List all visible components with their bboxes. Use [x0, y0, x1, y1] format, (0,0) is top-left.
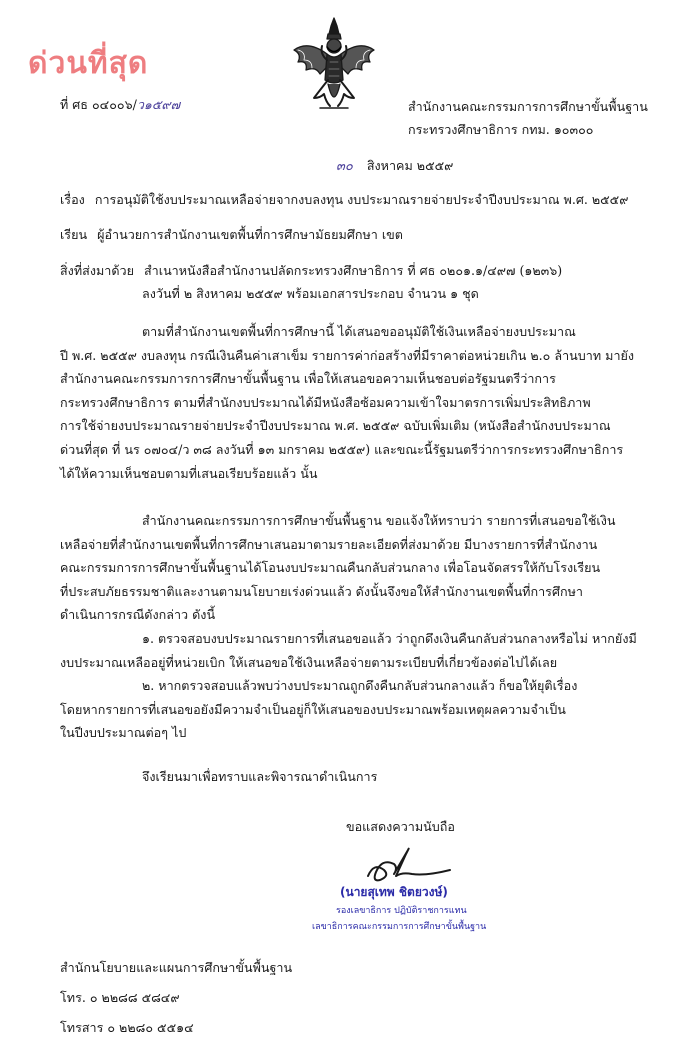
reference-number	[60, 96, 180, 114]
paragraph-notice	[60, 509, 615, 627]
signatory-name: (นายสุเทพ ชิตยวงษ์)	[340, 885, 448, 899]
salutation: ขอแสดงความนับถือ	[346, 819, 455, 834]
urgency-stamp: ด่วนที่สุด	[28, 46, 149, 81]
agency-name: สำนักงานคณะกรรมการการศึกษาขั้นพื้นฐาน	[408, 99, 648, 114]
enclosure-text-2: ลงวันที่ ๒ สิงหาคม ๒๕๕๙ พร้อมเอกสารประกอบ จำนวน ๑ ชุด	[142, 286, 479, 301]
paragraph-line: สำนักงานคณะกรรมการการศึกษาขั้นพื้นฐาน เพื่อให้เสนอขอความเห็นชอบต่อรัฐมนตรีว่าการ	[60, 371, 556, 387]
subject-line	[60, 191, 628, 209]
paragraph-line: ดำเนินการกรณีดังกล่าว ดังนี้	[60, 607, 216, 623]
date-month-year: สิงหาคม ๒๕๕๙	[366, 158, 454, 173]
paragraph-background	[60, 320, 634, 485]
closing-line: จึงเรียนมาเพื่อทราบและพิจารณาดำเนินการ	[142, 769, 378, 784]
signatory-position-2: เลขาธิการคณะกรรมการการศึกษาขั้นพื้นฐาน	[312, 922, 487, 932]
footer-fax: โทรสาร ๐ ๒๒๘๐ ๕๕๑๔	[60, 1020, 194, 1035]
action-item-2	[60, 674, 577, 745]
paragraph-line: กระทรวงศึกษาธิการ ตามที่สำนักงบประมาณได้มีหนังสือซ้อมความเข้าใจมาตรการเพิ่มประสิทธิภาพ	[60, 394, 591, 410]
paragraph-line: การใช้จ่ายงบประมาณรายจ่ายประจำปีงบประมาณ พ.ศ. ๒๕๕๙ ฉบับเพิ่มเติม (หนังสือสำนักงบประมาณ	[60, 418, 611, 434]
recipient-text: ผู้อำนวยการสำนักงานเขตพื้นที่การศึกษามัธยมศึกษา เขต	[97, 227, 403, 242]
item-line: ๒. หากตรวจสอบแล้วพบว่างบประมาณถูกดึงคืนกลับส่วนกลางแล้ว ก็ขอให้ยุติเรื่อง	[142, 678, 578, 693]
enclosure-text-1: สำเนาหนังสือสำนักงานปลัดกระทรวงศึกษาธิการ ที่ ศธ ๐๒๐๑.๑/๔๙๗ (๑๒๓๖)	[144, 263, 563, 278]
paragraph-line: ที่ประสบภัยธรรมชาติและงานตามนโยบายเร่งด่วนแล้ว ดังนั้นจึงขอให้สำนักงานเขตพื้นที่การศึกษา	[60, 583, 583, 599]
reference-label: ที่ ศธ ๐๔๐๐๖/	[60, 97, 137, 112]
paragraph-line: เหลือจ่ายที่สำนักงานเขตพื้นที่การศึกษาเสนอมาตามรายละเอียดที่ส่งมาด้วย มีบางรายการที่สำนักงาน	[60, 536, 598, 552]
enclosure-line-1	[60, 262, 562, 280]
item-line: งบประมาณเหลืออยู่ที่หน่วยเบิก ให้เสนอขอใช้เงินเหลือจ่ายตามระเบียบที่เกี่ยวข้องต่อไปได้เลย	[60, 654, 558, 670]
document-date	[336, 157, 453, 176]
action-item-1	[60, 627, 637, 674]
paragraph-line: คณะกรรมการการศึกษาขั้นพื้นฐานได้โอนงบประมาณคืนกลับส่วนกลาง เพื่อโอนจัดสรรให้กับโรงเรียน	[60, 560, 601, 576]
subject-label: เรื่อง	[60, 192, 85, 207]
item-line: ในปีงบประมาณต่อๆ ไป	[60, 725, 187, 741]
paragraph-line: ปี พ.ศ. ๒๕๕๙ งบลงทุน กรณีเงินคืนค่าเสาเข็ม รายการค่าก่อสร้างที่มีราคาต่อหน่วยเกิน ๒.๐ ล้านบาท มายัง	[60, 347, 635, 363]
item-line: โดยหากรายการที่เสนอขอยังมีความจำเป็นอยู่ก็ให้เสนอของบประมาณพร้อมเหตุผลความจำเป็น	[60, 701, 566, 717]
item-line: ๑. ตรวจสอบงบประมาณรายการที่เสนอขอแล้ว ว่าถูกดึงเงินคืนกลับส่วนกลางหรือไม่ หากยังมี	[142, 631, 637, 646]
recipient-line	[60, 226, 403, 244]
reference-handwritten: ว๑๕๙๗	[136, 97, 181, 112]
footer-phone: โทร. ๐ ๒๒๘๘ ๕๘๔๙	[60, 990, 180, 1005]
agency-address: กระทรวงศึกษาธิการ กทม. ๑๐๓๐๐	[408, 122, 594, 137]
footer-office: สำนักนโยบายและแผนการศึกษาขั้นพื้นฐาน	[60, 960, 293, 975]
signatory-position-1: รองเลขาธิการ ปฏิบัติราชการแทน	[336, 906, 467, 916]
paragraph-line: ด่วนที่สุด ที่ นร ๐๗๐๔/ว ๓๘ ลงวันที่ ๑๓ มกราคม ๒๕๕๙) และขณะนี้รัฐมนตรีว่าการกระทรวงศึกษาธิการ	[60, 441, 624, 457]
subject-text: การอนุมัติใช้งบประมาณเหลือจ่ายจากงบลงทุน งบประมาณรายจ่ายประจำปีงบประมาณ พ.ศ. ๒๕๕๙	[94, 192, 629, 207]
paragraph-line: สำนักงานคณะกรรมการการศึกษาขั้นพื้นฐาน ขอแจ้งให้ทราบว่า รายการที่เสนอขอใช้เงิน	[142, 513, 616, 528]
date-day-handwritten: ๓๐	[336, 159, 353, 174]
paragraph-line: ได้ให้ความเห็นชอบตามที่เสนอเรียบร้อยแล้ว นั้น	[60, 465, 318, 481]
enclosure-label: สิ่งที่ส่งมาด้วย	[60, 263, 134, 278]
garuda-emblem-icon	[290, 14, 378, 114]
recipient-label: เรียน	[60, 227, 88, 242]
paragraph-line: ตามที่สำนักงานเขตพื้นที่การศึกษานี้ ได้เสนอขออนุมัติใช้เงินเหลือจ่ายงบประมาณ	[142, 324, 576, 339]
